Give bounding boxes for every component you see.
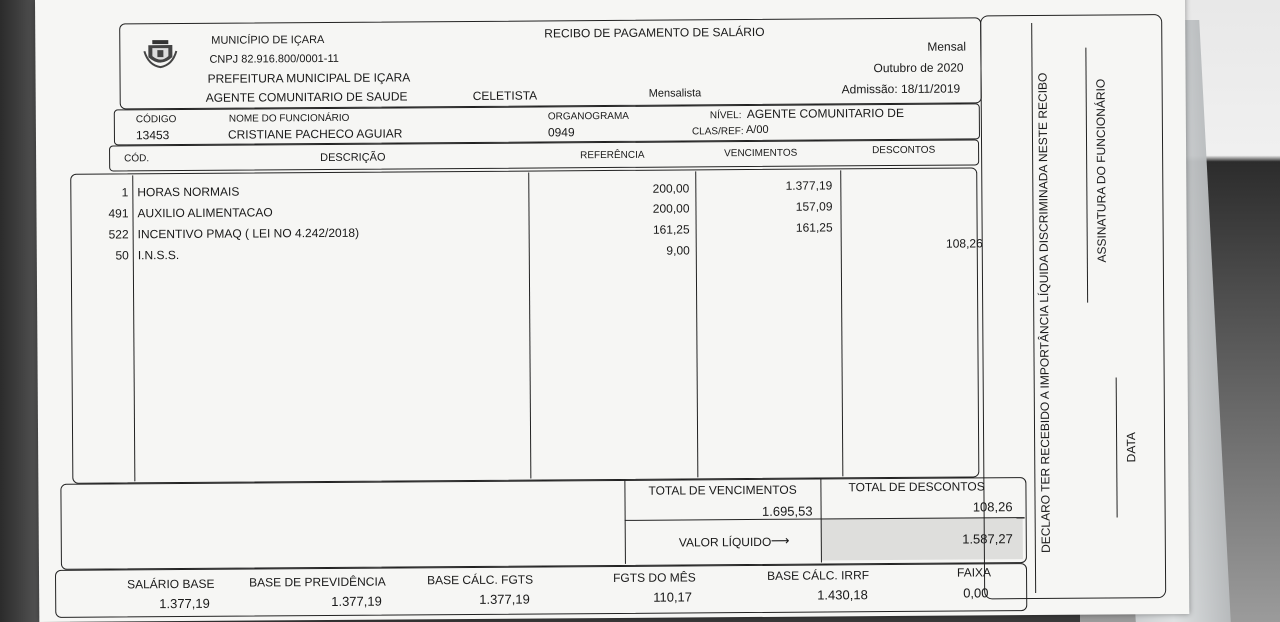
col-header-description: DESCRIÇÃO <box>320 151 386 165</box>
organogram-value: 0949 <box>547 125 575 140</box>
net-value-label: VALOR LÍQUIDO <box>678 534 772 550</box>
col-header-reference: REFERÊNCIA <box>580 149 645 162</box>
level-value: AGENTE COMUNITARIO DE <box>746 105 904 122</box>
code-label: CÓDIGO <box>135 114 177 126</box>
row-code: 522 <box>108 227 129 242</box>
fgts-month-value: 110,17 <box>653 589 693 605</box>
row-reference: 200,00 <box>652 201 690 216</box>
employment-regime: CELETISTA <box>472 88 538 103</box>
employee-name-label: NOME DO FUNCIONÁRIO <box>228 112 350 125</box>
organogram-label: ORGANOGRAMA <box>547 110 629 123</box>
cnpj: CNPJ 82.916.800/0001-11 <box>209 52 339 66</box>
arrow-right-icon: ⟶ <box>770 532 790 548</box>
admission-date: Admissão: 18/11/2019 <box>841 81 961 97</box>
irrf-base-label: BASE CÁLC. IRRF <box>766 568 870 583</box>
competence-month: Outubro de 2020 <box>873 60 964 76</box>
class-ref-label: CLAS/REF: <box>691 126 744 138</box>
col-header-code: CÓD. <box>124 153 150 165</box>
row-earnings: 161,25 <box>795 220 833 235</box>
table-header-box <box>109 139 979 171</box>
employee-name: CRISTIANE PACHECO AGUIAR <box>227 126 403 142</box>
total-deductions-label: TOTAL DE DESCONTOS <box>848 479 985 495</box>
row-deductions: 108,26 <box>945 236 983 251</box>
total-earnings-label: TOTAL DE VENCIMENTOS <box>648 482 797 498</box>
row-reference: 161,25 <box>652 222 690 237</box>
row-code: 50 <box>115 248 129 263</box>
bracket-label: FAIXA <box>956 565 992 580</box>
receipt-declaration: DECLARO TER RECEBIDO A IMPORTÂNCIA LÍQUIDA DISCRIMINADA NESTE RECIBO <box>1035 72 1053 554</box>
date-label: DATA <box>1124 432 1139 463</box>
prefeitura-name: PREFEITURA MUNICIPAL DE IÇARA <box>207 70 411 86</box>
row-description: HORAS NORMAIS <box>137 184 240 200</box>
row-code: 1 <box>121 185 129 200</box>
municipal-coat-of-arms-icon <box>143 39 177 69</box>
total-earnings-value: 1.695,53 <box>761 503 813 519</box>
level-label: NÍVEL: <box>709 110 742 122</box>
fgts-base-label: BASE CÁLC. FGTS <box>427 572 534 588</box>
row-description: I.N.S.S. <box>137 248 180 263</box>
class-ref-value: A/00 <box>745 123 769 137</box>
row-earnings: 157,09 <box>795 199 833 214</box>
fgts-base-value: 1.377,19 <box>479 591 530 607</box>
employee-code: 13453 <box>135 128 170 143</box>
periodicity: Mensal <box>927 39 967 54</box>
social-security-base-label: BASE DE PREVIDÊNCIA <box>249 574 386 590</box>
row-reference: 200,00 <box>652 181 690 196</box>
irrf-base-value: 1.430,18 <box>817 587 868 603</box>
document-title: RECIBO DE PAGAMENTO DE SALÁRIO <box>544 24 765 41</box>
fgts-month-label: FGTS DO MÊS <box>613 570 696 585</box>
payslip-paper <box>35 0 1189 622</box>
row-reference: 9,00 <box>666 243 690 258</box>
base-salary-label: SALÁRIO BASE <box>127 576 215 592</box>
col-header-deductions: DESCONTOS <box>872 144 936 157</box>
total-deductions-value: 108,26 <box>972 499 1013 515</box>
bracket-value: 0,00 <box>963 585 989 601</box>
row-description: INCENTIVO PMAQ ( LEI NO 4.242/2018) <box>137 225 360 242</box>
social-security-base-value: 1.377,19 <box>331 593 382 609</box>
receipt-stub-box <box>980 14 1166 599</box>
signature-label: ASSINATURA DO FUNCIONÁRIO <box>1093 78 1109 263</box>
base-salary-value: 1.377,19 <box>159 595 210 612</box>
municipio-name: MUNICÍPIO DE IÇARA <box>211 33 325 47</box>
employment-type: Mensalista <box>648 87 702 100</box>
row-earnings: 1.377,19 <box>785 178 833 193</box>
row-code: 491 <box>108 206 129 221</box>
net-value: 1.587,27 <box>962 531 1013 547</box>
col-header-earnings: VENCIMENTOS <box>724 147 798 160</box>
row-description: AUXILIO ALIMENTACAO <box>137 205 273 221</box>
job-title: AGENTE COMUNITARIO DE SAUDE <box>205 89 408 105</box>
